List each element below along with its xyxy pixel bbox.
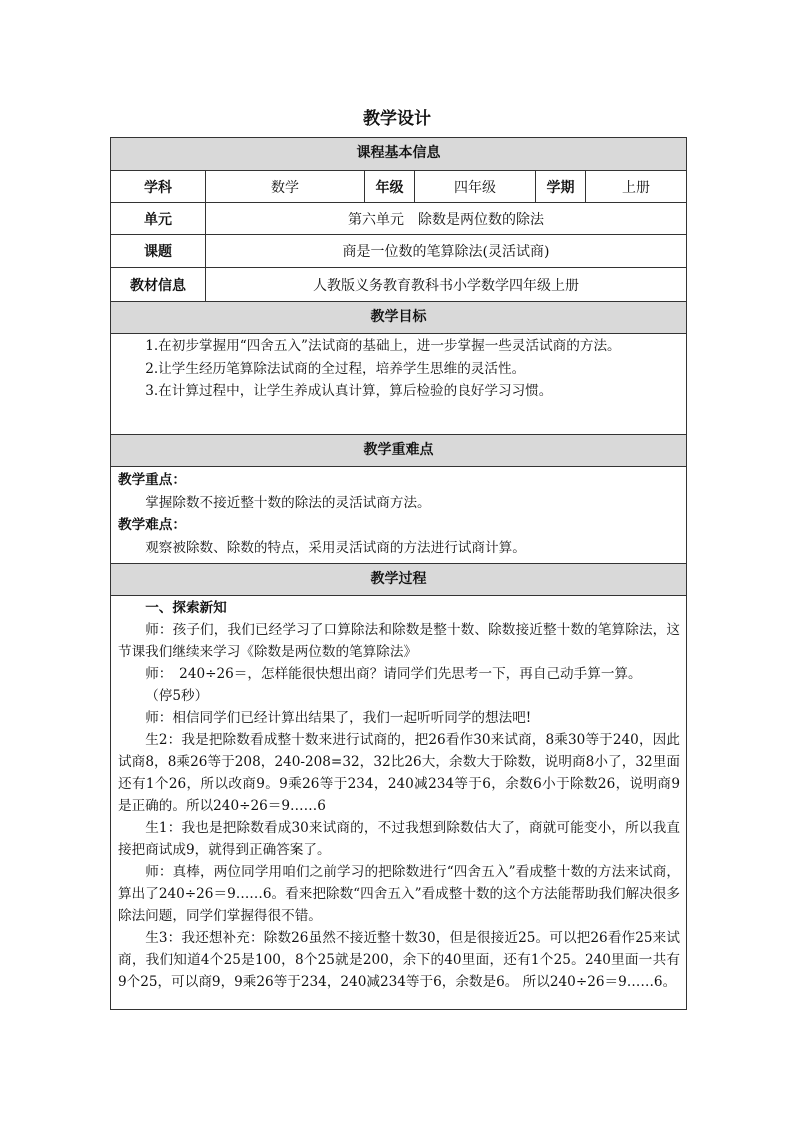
term-label: 学期: [536, 171, 586, 202]
difficulty-label: 教学难点：: [118, 517, 186, 533]
document-title: 教学设计: [363, 109, 431, 129]
key-points-block: [111, 467, 686, 563]
subject-value: 数学: [206, 171, 365, 202]
grade-value: 四年级: [415, 171, 536, 202]
process-paragraph: 生1：我也是把除数看成30来试商的，不过我想到除数估大了，商就可能变小，所以我直接把商试成9，就得到正确答案了。: [118, 820, 680, 858]
section-header-key-points: 教学重难点: [111, 434, 686, 467]
process-block: [111, 596, 686, 993]
focus-label: 教学重点：: [118, 472, 186, 488]
textbook-value: 人教版义务教育教科书小学数学四年级上册: [313, 277, 579, 294]
process-paragraph: 生3：我还想补充：除数26虽然不接近整十数30，但是很接近25。可以把26看作25来试商，我们知道4个25是100，8个25就是200，余下的40里面，还有1个25。240里面一共有9个25，可以商9，9乘26等于234，240减234等于6，余数是6。 所以240÷26＝9……6。: [118, 930, 680, 990]
objective-item: 2.让学生经历笔算除法试商的全过程，培养学生思维的灵活性。: [145, 360, 526, 377]
process-paragraph: 师：相信同学们已经计算出结果了，我们一起听听同学的想法吧!: [145, 710, 532, 726]
process-paragraph: 师：孩子们，我们已经学习了口算除法和除数是整十数、除数接近整十数的笔算除法，这节课我们继续来学习《除数是两位数的笔算除法》: [118, 622, 680, 660]
process-paragraph: 师： 240÷26＝，怎样能很快想出商？请同学们先思考一下，再自己动手算一算。: [145, 666, 642, 682]
topic-label: 课题: [111, 235, 206, 267]
focus-text: 掌握除数不接近整十数的除法的灵活试商方法。: [145, 494, 431, 511]
info-row-textbook: [111, 268, 686, 301]
objectives-list: [111, 334, 686, 434]
difficulty-text: 观察被除数、除数的特点，采用灵活试商的方法进行试商计算。: [145, 539, 526, 556]
info-row-topic: [111, 235, 686, 268]
process-heading: 一、探索新知: [145, 600, 227, 616]
unit-label: 单元: [111, 203, 206, 234]
process-paragraph: 师：真棒，两位同学用咱们之前学习的把除数进行“四舍五入”看成整十数的方法来试商，算出了240÷26＝9……6。看来把除数“四舍五入”看成整十数的这个方法能帮助我们解决很多除法问题，同学们掌握得很不错。: [118, 864, 680, 924]
process-paragraph: 生2：我是把除数看成整十数来进行试商的，把26看作30来试商，8乘30等于240，因此试商8，8乘26等于208，240-208=32，32比26大，余数大于除数，说明商8小了，32里面还有1个26，所以改商9。9乘26等于234，240减234等于6，余数6小于除数26，说明商9是正确的。所以240÷26＝9……6: [118, 732, 680, 814]
process-paragraph: （停5秒）: [145, 688, 209, 704]
subject-label: 学科: [111, 171, 206, 202]
grade-label: 年级: [365, 171, 415, 202]
section-header-objectives: 教学目标: [111, 301, 686, 334]
textbook-label: 教材信息: [111, 268, 206, 301]
section-header-basic-info: 课程基本信息: [111, 138, 686, 171]
objective-item: 1.在初步掌握用“四舍五入”法试商的基础上，进一步掌握一些灵活试商的方法。: [145, 338, 621, 354]
objective-item: 3.在计算过程中，让学生养成认真计算，算后检验的良好学习习惯。: [145, 383, 553, 399]
term-value: 上册: [622, 179, 650, 196]
info-row-subject: [111, 171, 686, 203]
unit-value: 第六单元 除数是两位数的除法: [348, 211, 544, 228]
lesson-plan-table: [110, 137, 687, 1010]
topic-value: 商是一位数的笔算除法(灵活试商): [342, 244, 550, 260]
info-row-unit: [111, 203, 686, 235]
section-header-process: 教学过程: [111, 563, 686, 596]
